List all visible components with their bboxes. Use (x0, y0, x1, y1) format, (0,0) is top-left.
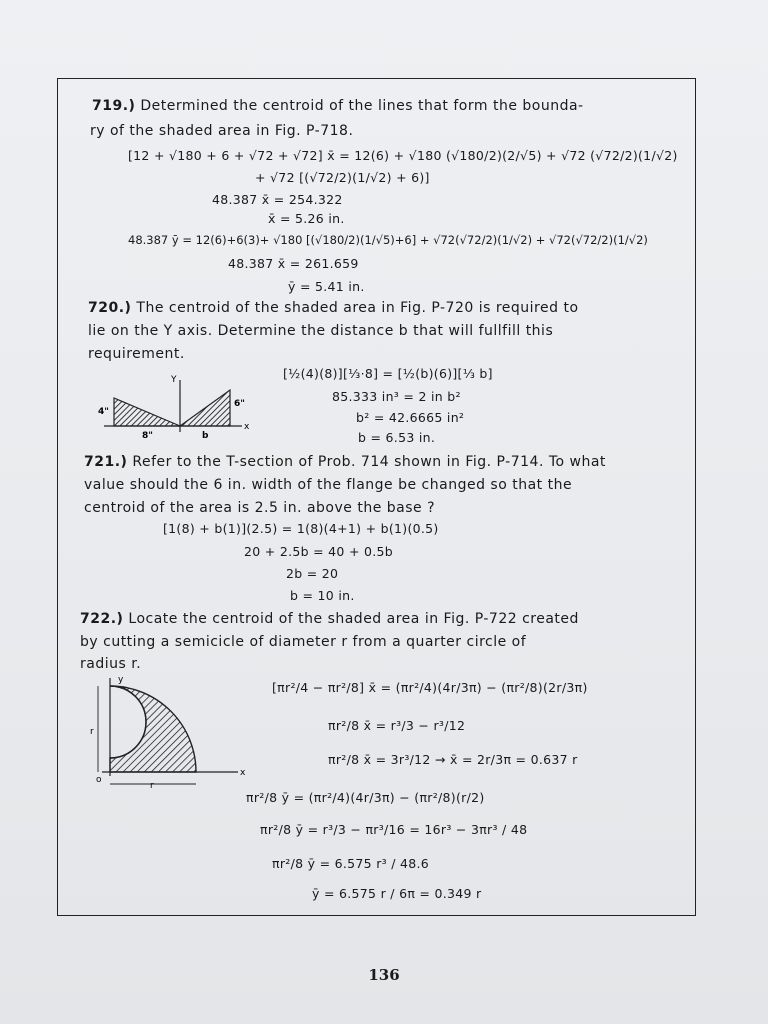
figure-p722 (88, 672, 258, 792)
problem-721-line1 (84, 454, 606, 470)
equation: [πr²/4 − πr²/8] x̄ = (πr²/4)(4r/3π) − (πr²/8)(2r/3π) (272, 680, 588, 695)
radius-horizontal-label: r (150, 781, 154, 791)
problem-text: Refer to the T-section of Prob. 714 shown in Fig. P-714. To what (132, 454, 606, 470)
x-label: x (244, 422, 250, 432)
problem-number: 722.) (80, 611, 124, 627)
x-label: x (240, 768, 246, 778)
problem-722-line1 (80, 611, 579, 627)
equation: 48.387 ȳ = 12(6)+6(3)+ √180 [(√180/2)(1/√5)+6] + √72(√72/2)(1/√2) + √72(√72/2)(1/√2) (128, 233, 648, 247)
equation: πr²/8 ȳ = (πr²/4)(4r/3π) − (πr²/8)(r/2) (246, 790, 485, 805)
equation: b = 6.53 in. (358, 430, 436, 445)
equation: 48.387 x̄ = 261.659 (228, 256, 359, 271)
problem-720-line2: lie on the Y axis. Determine the distance b that will fullfill this (88, 323, 554, 339)
y-label: y (118, 675, 124, 685)
problem-number: 720.) (88, 300, 132, 316)
equation: πr²/8 ȳ = r³/3 − πr³/16 = 16r³ − 3πr³ / 48 (260, 822, 528, 837)
problem-719-line2: ry of the shaded area in Fig. P-718. (90, 123, 354, 139)
y-label: Y (171, 375, 177, 385)
problem-text: The centroid of the shaded area in Fig. P-720 is required to (136, 300, 579, 316)
height-left-label: 4" (98, 407, 109, 417)
height-right-label: 6" (234, 399, 245, 409)
equation: b² = 42.6665 in² (356, 410, 465, 425)
problem-722-line3: radius r. (80, 656, 142, 672)
equation: [1(8) + b(1)](2.5) = 1(8)(4+1) + b(1)(0.5) (163, 521, 439, 536)
problem-number: 721.) (84, 454, 128, 470)
problem-720-line3: requirement. (88, 346, 185, 362)
problem-719-line1 (92, 98, 584, 114)
equation: 2b = 20 (286, 566, 339, 581)
width-right-label: b (202, 431, 209, 441)
equation: πr²/8 ȳ = 6.575 r³ / 48.6 (272, 856, 430, 871)
left-triangle (114, 398, 180, 426)
equation: + √72 [(√72/2)(1/√2) + 6)] (255, 170, 430, 185)
equation: ȳ = 5.41 in. (288, 279, 365, 294)
radius-vertical-label: r (90, 727, 94, 737)
problem-721-line2: value should the 6 in. width of the flange be changed so that the (84, 477, 573, 493)
equation: πr²/8 x̄ = 3r³/12 → x̄ = 2r/3π = 0.637 r (328, 752, 578, 767)
equation: 85.333 in³ = 2 in b² (332, 389, 461, 404)
width-left-label: 8" (142, 431, 153, 441)
equation: x̄ = 5.26 in. (268, 211, 345, 226)
problem-text: Determined the centroid of the lines that form the bounda- (140, 98, 584, 114)
problem-721-line3: centroid of the area is 2.5 in. above the base ? (84, 500, 436, 516)
problem-722-line2: by cutting a semicicle of diameter r from a quarter circle of (80, 634, 527, 650)
problem-text: Locate the centroid of the shaded area in Fig. P-722 created (128, 611, 579, 627)
problem-720-line1 (88, 300, 579, 316)
shaded-region (110, 686, 196, 772)
equation: b = 10 in. (290, 588, 355, 603)
equation: πr²/8 x̄ = r³/3 − r³/12 (328, 718, 466, 733)
problem-number: 719.) (92, 98, 136, 114)
equation: [½(4)(8)][⅓·8] = [½(b)(6)][⅓ b] (283, 366, 493, 381)
page-number: 136 (368, 966, 400, 984)
equation: ȳ = 6.575 r / 6π = 0.349 r (312, 886, 482, 901)
figure-p720 (94, 372, 264, 442)
right-triangle (180, 390, 230, 426)
equation: 20 + 2.5b = 40 + 0.5b (244, 544, 393, 559)
equation: [12 + √180 + 6 + √72 + √72] x̄ = 12(6) + √180 (√180/2)(2/√5) + √72 (√72/2)(1/√2) (128, 148, 678, 163)
equation: 48.387 x̄ = 254.322 (212, 192, 343, 207)
origin-label: o (96, 775, 102, 785)
